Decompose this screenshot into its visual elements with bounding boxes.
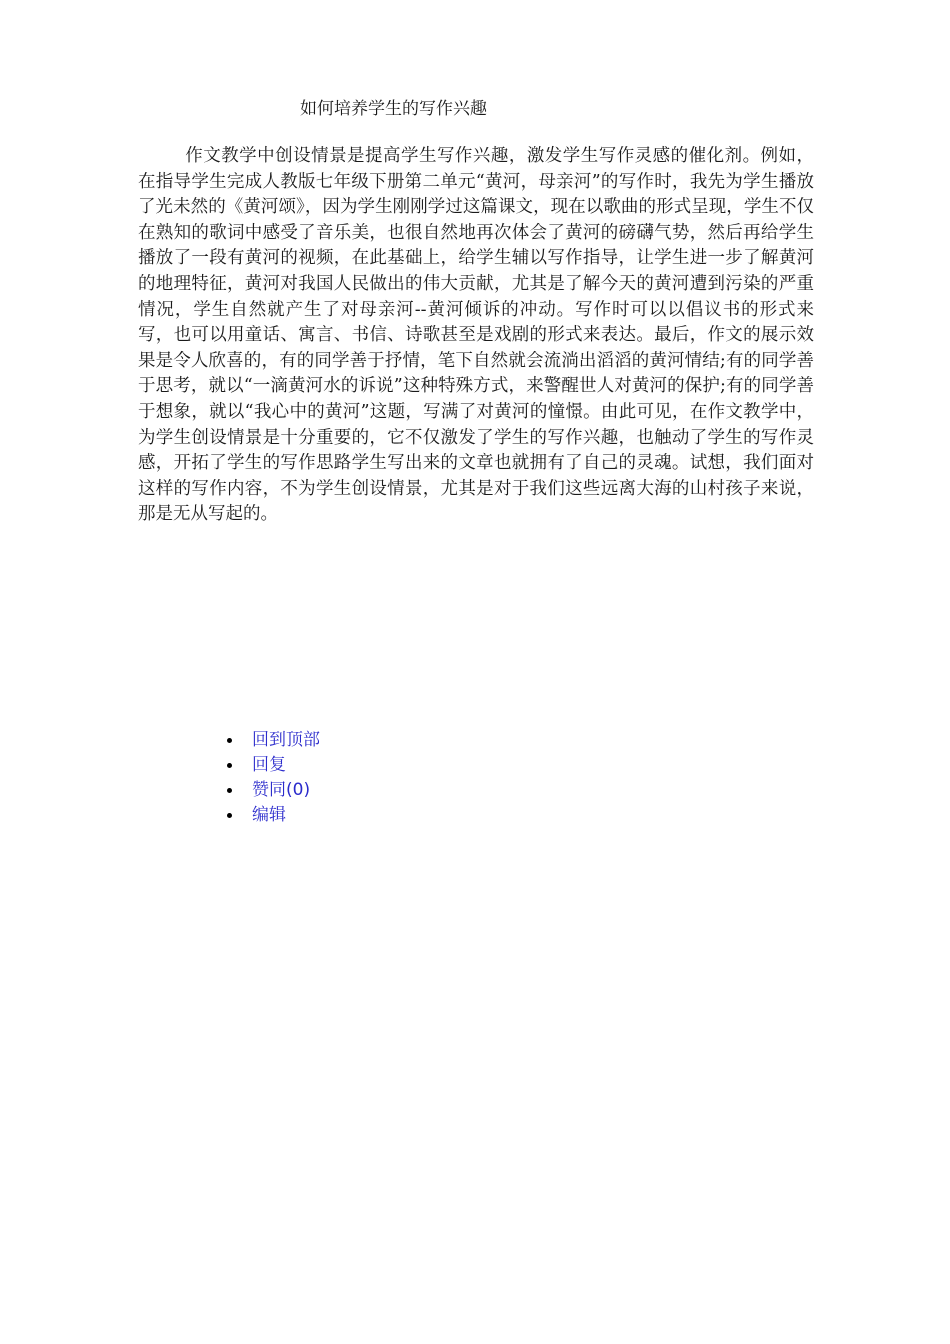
bullet-icon [227, 813, 232, 818]
action-links-list [252, 728, 320, 828]
bullet-icon [227, 763, 232, 768]
edit-link[interactable]: 编辑 [252, 805, 286, 825]
article-paragraph: 作文教学中创设情景是提高学生写作兴趣，激发学生写作灵感的催化剂。例如，在指导学生完成人教版七年级下册第二单元“黄河，母亲河”的写作时，我先为学生播放了光未然的《黄河颂》，因为学生刚刚学过这篇课文，现在以歌曲的形式呈现，学生不仅在熟知的歌词中感受了音乐美，也很自然地再次体会了黄河的磅礴气势，然后再给学生播放了一段有黄河的视频，在此基础上，给学生辅以写作指导，让学生进一步了解黄河的地理特征，黄河对我国人民做出的伟大贡献，尤其是了解今天的黄河遭到污染的严重情况，学生自然就产生了对母亲河--黄河倾诉的冲动。写作时可以以倡议书的形式来写，也可以用童话、寓言、书信、诗歌甚至是戏剧的形式来表达。最后，作文的展示效果是令人欣喜的，有的同学善于抒情，笔下自然就会流淌出滔滔的黄河情结;有的同学善于思考，就以“一滴黄河水的诉说”这种特殊方式，来警醒世人对黄河的保护;有的同学善于想象，就以“我心中的黄河”这题，写满了对黄河的憧憬。由此可见，在作文教学中，为学生创设情景是十分重要的，它不仅激发了学生的写作兴趣，也触动了学生的写作灵感，开拓了学生的写作思路学生写出来的文章也就拥有了自己的灵魂。试想，我们面对这样的写作内容，不为学生创设情景，尤其是对于我们这些远离大海的山村孩子来说，那是无从写起的。 [138, 146, 814, 525]
document-title: 如何培养学生的写作兴趣 [300, 99, 487, 119]
list-item-reply [252, 753, 320, 778]
list-item-agree [252, 778, 320, 803]
list-item-back-to-top [252, 728, 320, 753]
bullet-icon [227, 788, 232, 793]
list-item-edit [252, 803, 320, 828]
agree-link[interactable]: 赞同(0) [252, 780, 311, 800]
bullet-icon [227, 738, 232, 743]
reply-link[interactable]: 回复 [252, 755, 286, 775]
back-to-top-link[interactable]: 回到顶部 [252, 730, 320, 750]
